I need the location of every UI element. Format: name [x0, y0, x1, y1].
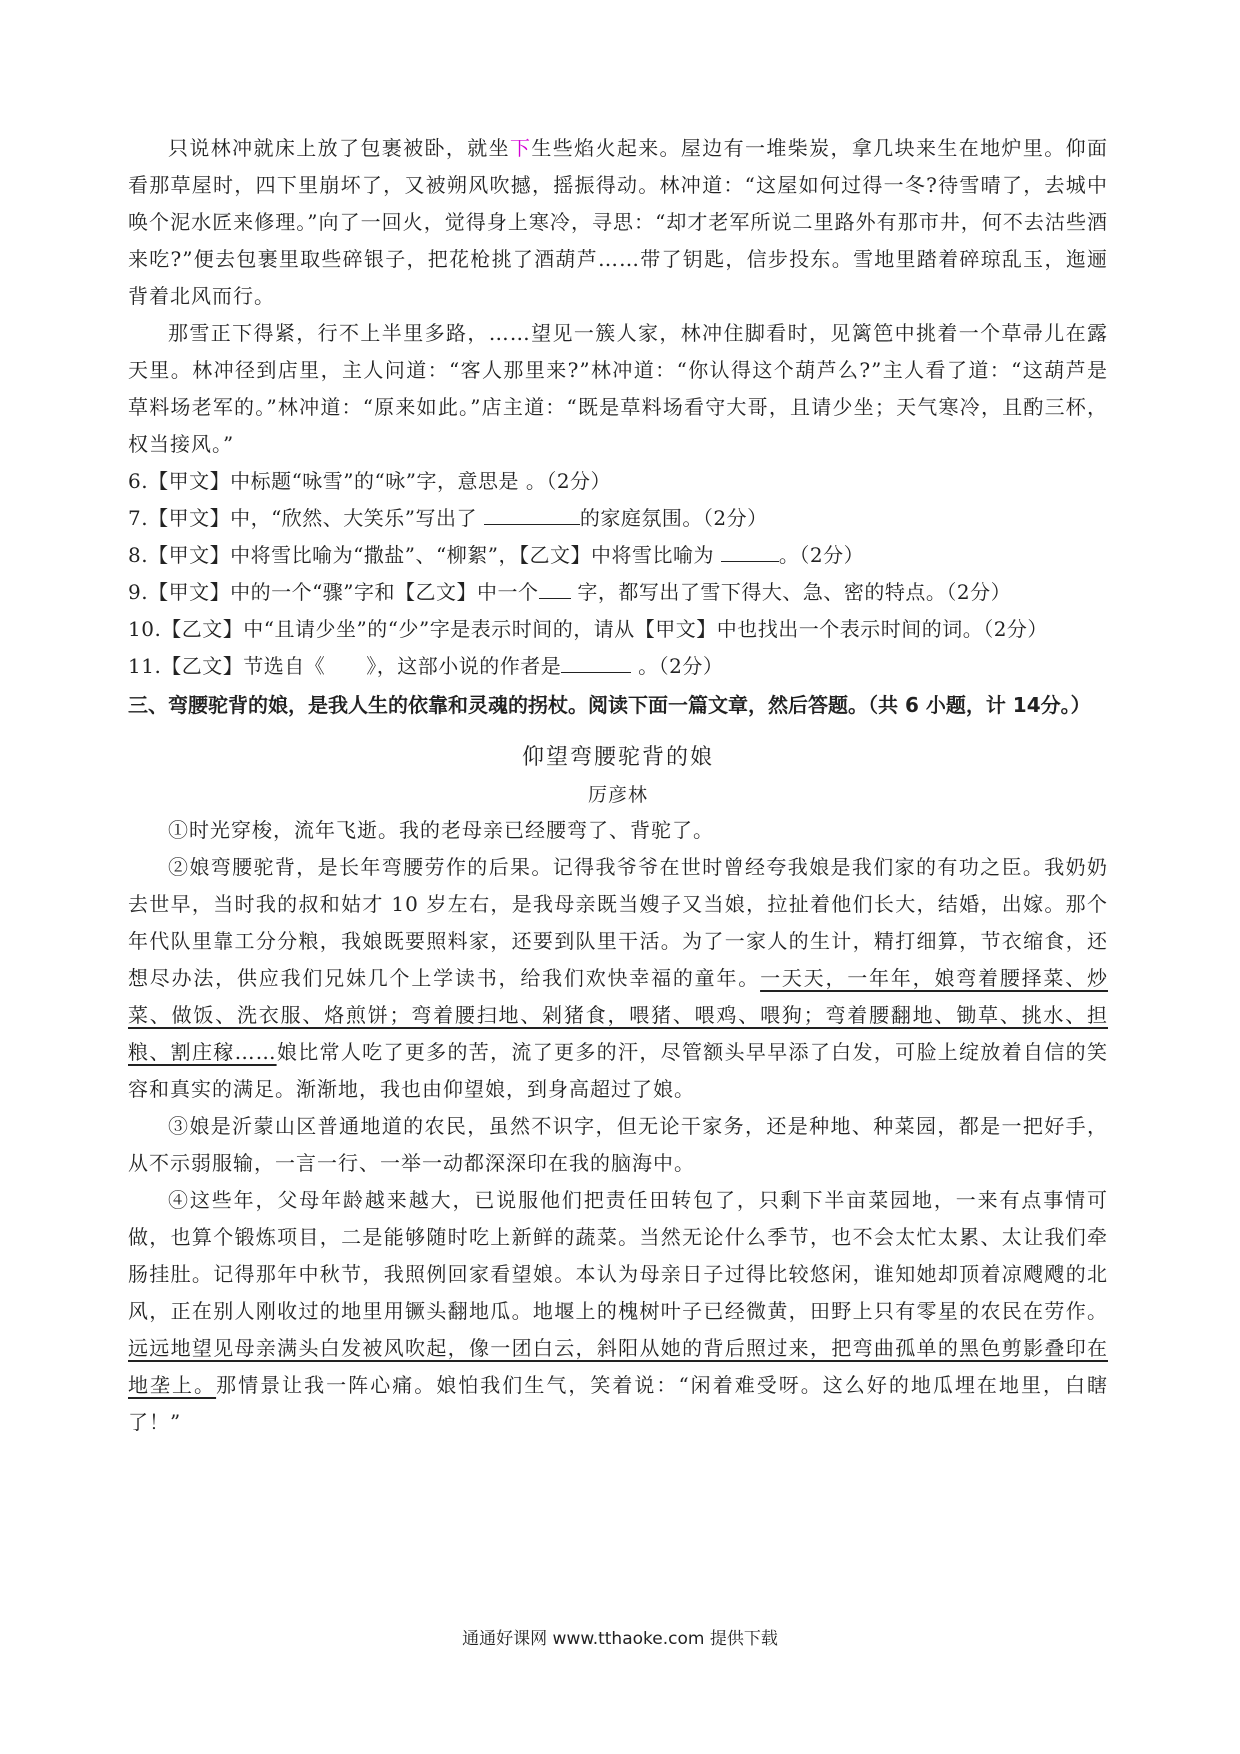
question-8: [128, 537, 1108, 574]
question-text: 的家庭氛围。（2分）: [579, 506, 768, 530]
article-author: 厉彦林: [587, 784, 648, 806]
answer-blank[interactable]: [539, 576, 571, 599]
question-9: [128, 574, 1108, 611]
highlighted-character: 下: [509, 136, 532, 160]
article-paragraph-2: [128, 849, 1108, 1108]
question-6: 6.【甲文】中标题“咏雪”的“咏”字，意思是 。（2分）: [128, 469, 612, 493]
passage-text: 生些焰火起来。屋边有一堆柴炭，拿几块来生在地炉里。仰面看那草屋时，四下里崩坏了，又被朔风吹撼，摇振得动。林冲道：“这屋如何过得一冬?待雪晴了，去城中唤个泥水匠来修理。”向了一回火，觉得身上寒冷，寻思：“却才老军所说二里路外有那市井，何不去沽些酒来吃?”便去包裹里取些碎银子，把花枪挑了酒葫芦……带了钥匙，信步投东。雪地里踏着碎琼乱玉，迤逦背着北风而行。: [128, 136, 1109, 308]
article-paragraph-3: ③娘是沂蒙山区普通地道的农民，虽然不识字，但无论干家务，还是种地、种菜园，都是一把好手，从不示弱服输，一言一行、一举一动都深深印在我的脑海中。: [128, 1114, 1108, 1175]
paragraph-text: 娘比常人吃了更多的苦，流了更多的汗，尽管额头早早添了白发，可脸上绽放着自信的笑容和真实的满足。渐渐地，我也由仰望娘，到身高超过了娘。: [128, 1040, 1109, 1101]
paragraph-text: ④这些年，父母年龄越来越大，已说服他们把责任田转包了，只剩下半亩菜园地，一来有点事情可做，也算个锻炼项目，二是能够随时吃上新鲜的蔬菜。当然无论什么季节，也不会太忙太累、太让我们牵肠挂肚。记得那年中秋节，我照例回家看望娘。本认为母亲日子过得比较悠闲，谁知她却顶着凉飕飕的北风，正在别人刚收过的地里用镢头翻地瓜。地堰上的槐树叶子已经微黄，田野上只有零星的农民在劳作。: [128, 1188, 1108, 1323]
passage-text: 只说林冲就床上放了包裹被卧，就坐: [168, 136, 510, 160]
answer-blank[interactable]: [561, 650, 631, 673]
question-text: 7.【甲文】中，“欣然、大笑乐”写出了: [128, 506, 484, 530]
question-text: 9.【甲文】中的一个“骤”字和【乙文】中一个: [128, 580, 539, 604]
question-11: [128, 648, 1108, 685]
question-text: 。（2分）: [631, 654, 724, 678]
passage-b-paragraph-2: 那雪正下得紧，行不上半里多路，……望见一簇人家，林冲住脚看时，见篱笆中挑着一个草帚儿在露天里。林冲径到店里，主人问道：“客人那里来?”林冲道：“你认得这个葫芦么?”主人看了道：“这葫芦是草料场老军的。”林冲道：“原来如此。”店主道：“既是草料场看守大哥，且请少坐；天气寒冷，且酌三杯，权当接风。”: [128, 321, 1108, 456]
underlined-sentence: 一天天，一年年，娘弯着腰择菜、炒菜、做饭、洗衣服、烙煎饼；弯着腰扫地、剁猪食，喂猪、喂鸡、喂狗；弯着腰翻地、锄草、挑水、担粮、割庄稼……: [128, 966, 1109, 1064]
article-paragraph-4: [128, 1182, 1108, 1441]
paragraph-text: ②娘弯腰驼背，是长年弯腰劳作的后果。记得我爷爷在世时曾经夸我娘是我们家的有功之臣。我奶奶去世早，当时我的叔和姑才 10 岁左右，是我母亲既当嫂子又当娘，拉扯着他们长大，结婚，出嫁。那个年代队里靠工分分粮，我娘既要照料家，还要到队里干活。为了一家人的生计，精打细算，节衣缩食，还想尽办法，供应我们兄妹几个上学读书，给我们欢快幸福的童年。: [128, 855, 1108, 990]
underlined-sentence: 远远地望见母亲满头白发被风吹起，像一团白云，斜阳从她的背后照过来，把弯曲孤单的黑色剪影叠印在地垄上。: [128, 1336, 1108, 1397]
question-10: 10.【乙文】中“且请少坐”的“少”字是表示时间的，请从【甲文】中也找出一个表示时间的词。（2分）: [128, 617, 1048, 641]
answer-blank[interactable]: [721, 539, 779, 562]
page-footer: 通通好课网 www.tthaoke.com 提供下载: [462, 1629, 778, 1649]
answer-blank[interactable]: [484, 502, 580, 525]
article-paragraph-1: ①时光穿梭，流年飞逝。我的老母亲已经腰弯了、背驼了。: [168, 818, 714, 842]
passage-b-paragraph-1: [128, 130, 1108, 315]
section-3-heading: 三、弯腰驼背的娘，是我人生的依靠和灵魂的拐杖。阅读下面一篇文章，然后答题。（共 6 小题，计 14分。）: [128, 693, 1091, 717]
question-7: [128, 500, 1108, 537]
question-text: 。（2分）: [778, 543, 865, 567]
question-text: 字，都写出了雪下得大、急、密的特点。（2分）: [570, 580, 1012, 604]
paragraph-text: 那情景让我一阵心痛。娘怕我们生气，笑着说：“闲着难受呀。这么好的地瓜埋在地里，白瞎了！”: [128, 1373, 1108, 1434]
article-title: 仰望弯腰驼背的娘: [521, 745, 714, 770]
question-text: 8.【甲文】中将雪比喻为“撒盐”、“柳絮”，【乙文】中将雪比喻为: [128, 543, 721, 567]
document-page: [128, 130, 1108, 1441]
question-text: 11.【乙文】节选自《 》，这部小说的作者是: [128, 654, 562, 678]
